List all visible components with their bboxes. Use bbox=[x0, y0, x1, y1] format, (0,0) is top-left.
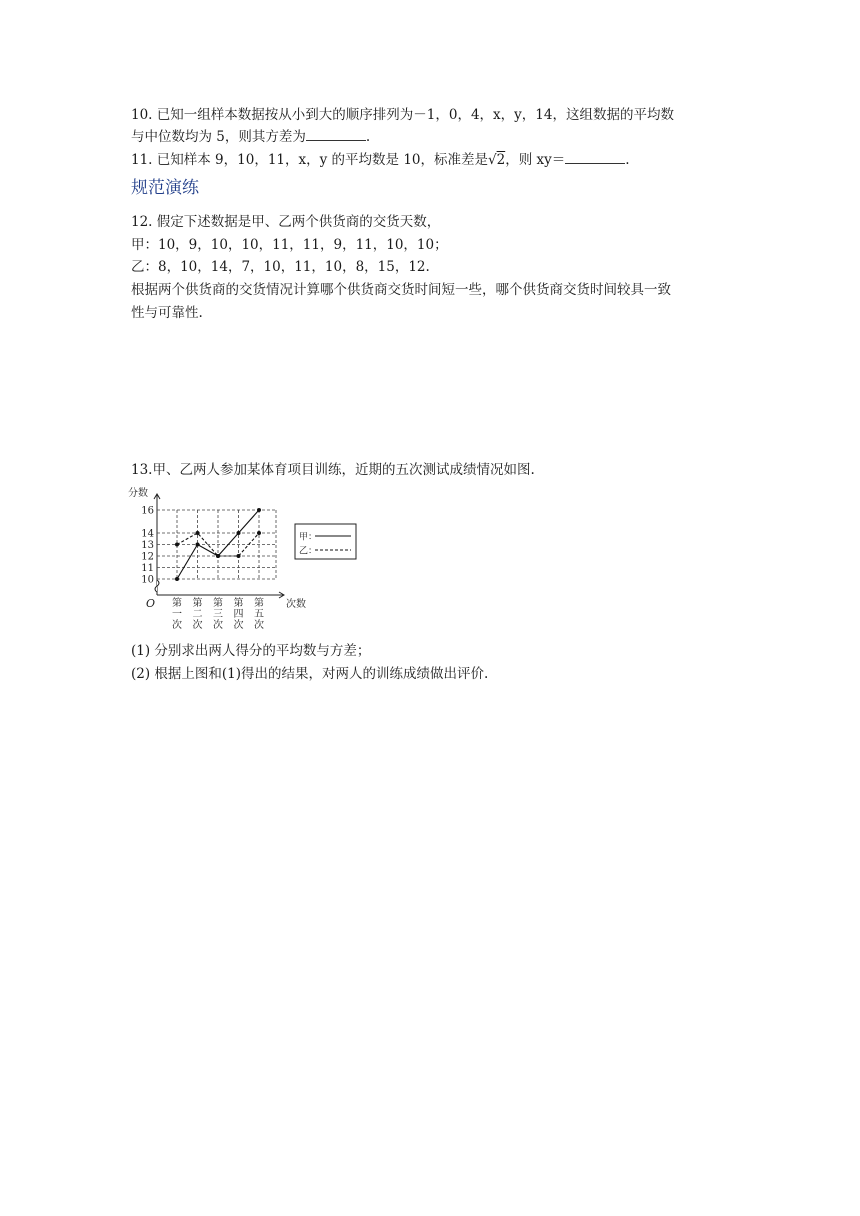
q10-period: . bbox=[365, 129, 371, 145]
q11-text-a: 11. 已知样本 9，10，11，x，y 的平均数是 10，标准差是 bbox=[131, 152, 488, 168]
x-tick-label: 次 bbox=[254, 620, 264, 631]
q13-part-2: (2) 根据上图和(1)得出的结果，对两人的训练成绩做出评价. bbox=[131, 666, 489, 682]
q12-line-2: 甲：10，9，10，10，11，11，9，11，10，10； bbox=[131, 237, 448, 253]
q10-answer-blank[interactable] bbox=[306, 126, 366, 141]
series-jia-point bbox=[257, 508, 261, 512]
axis-break bbox=[155, 580, 159, 592]
sqrt-sign: √ bbox=[488, 152, 497, 168]
y-tick-label: 14 bbox=[141, 528, 154, 540]
section-title: 规范演练 bbox=[131, 178, 199, 198]
x-tick-label: 五 bbox=[254, 609, 264, 620]
series-jia-point bbox=[196, 543, 200, 547]
q11-line bbox=[131, 149, 630, 171]
x-tick-label: 次 bbox=[172, 620, 182, 631]
series-yi-point bbox=[237, 554, 241, 558]
x-tick-label: 第 bbox=[254, 598, 264, 609]
series-yi-point bbox=[175, 543, 179, 547]
x-tick-label: 二 bbox=[192, 609, 203, 620]
x-axis-label: 次数 bbox=[286, 599, 306, 610]
origin-label: O bbox=[146, 597, 156, 610]
y-tick-label: 10 bbox=[141, 574, 154, 586]
y-tick-label: 11 bbox=[141, 563, 154, 574]
q11-answer-blank[interactable] bbox=[565, 149, 625, 164]
x-tick-label: 第 bbox=[172, 598, 182, 609]
series-jia-point bbox=[237, 531, 241, 535]
series-yi-point bbox=[216, 554, 220, 558]
x-tick-label: 四 bbox=[233, 609, 244, 620]
q11-text-b: ，则 xy＝ bbox=[505, 152, 566, 168]
q11-period: . bbox=[625, 152, 630, 168]
y-tick-label: 16 bbox=[141, 505, 154, 517]
series-jia-point bbox=[175, 577, 179, 581]
x-tick-label: 次 bbox=[213, 620, 223, 631]
y-tick-label: 13 bbox=[141, 540, 154, 551]
legend-label: 乙： bbox=[299, 546, 318, 557]
x-tick-label: 一 bbox=[172, 609, 182, 620]
q12-line-3: 乙：8，10，14，7，10，11，10，8，15，12. bbox=[131, 259, 430, 275]
q10-text: 与中位数均为 5，则其方差为 bbox=[131, 129, 306, 145]
series-yi-point bbox=[257, 531, 261, 535]
q10-line-2 bbox=[131, 126, 370, 148]
sqrt-value: 2 bbox=[496, 152, 506, 168]
x-tick-label: 次 bbox=[192, 620, 203, 631]
x-tick-label: 第 bbox=[213, 598, 223, 609]
series-yi-point bbox=[196, 531, 200, 535]
q13-part-1: (1) 分别求出两人得分的平均数与方差； bbox=[131, 643, 371, 659]
q12-line-1: 12. 假定下述数据是甲、乙两个供货商的交货天数， bbox=[131, 214, 441, 230]
q13-intro: 13.甲、乙两人参加某体育项目训练，近期的五次测试成绩情况如图. bbox=[131, 462, 535, 478]
q12-line-4: 根据两个供货商的交货情况计算哪个供货商交货时间短一些，哪个供货商交货时间较具一致 bbox=[131, 282, 671, 298]
q10-line-1: 10. 已知一组样本数据按从小到大的顺序排列为－1，0，4，x，y，14，这组数据的平均数 bbox=[131, 107, 674, 123]
q12-line-5: 性与可靠性. bbox=[131, 305, 203, 321]
legend-label: 甲： bbox=[299, 532, 318, 543]
x-tick-label: 第 bbox=[233, 598, 244, 609]
x-tick-label: 第 bbox=[192, 598, 203, 609]
y-tick-label: 12 bbox=[141, 551, 154, 563]
x-tick-label: 次 bbox=[233, 620, 244, 631]
y-axis-label: 分数 bbox=[128, 488, 148, 499]
x-tick-label: 三 bbox=[213, 609, 223, 620]
score-chart bbox=[124, 484, 364, 634]
